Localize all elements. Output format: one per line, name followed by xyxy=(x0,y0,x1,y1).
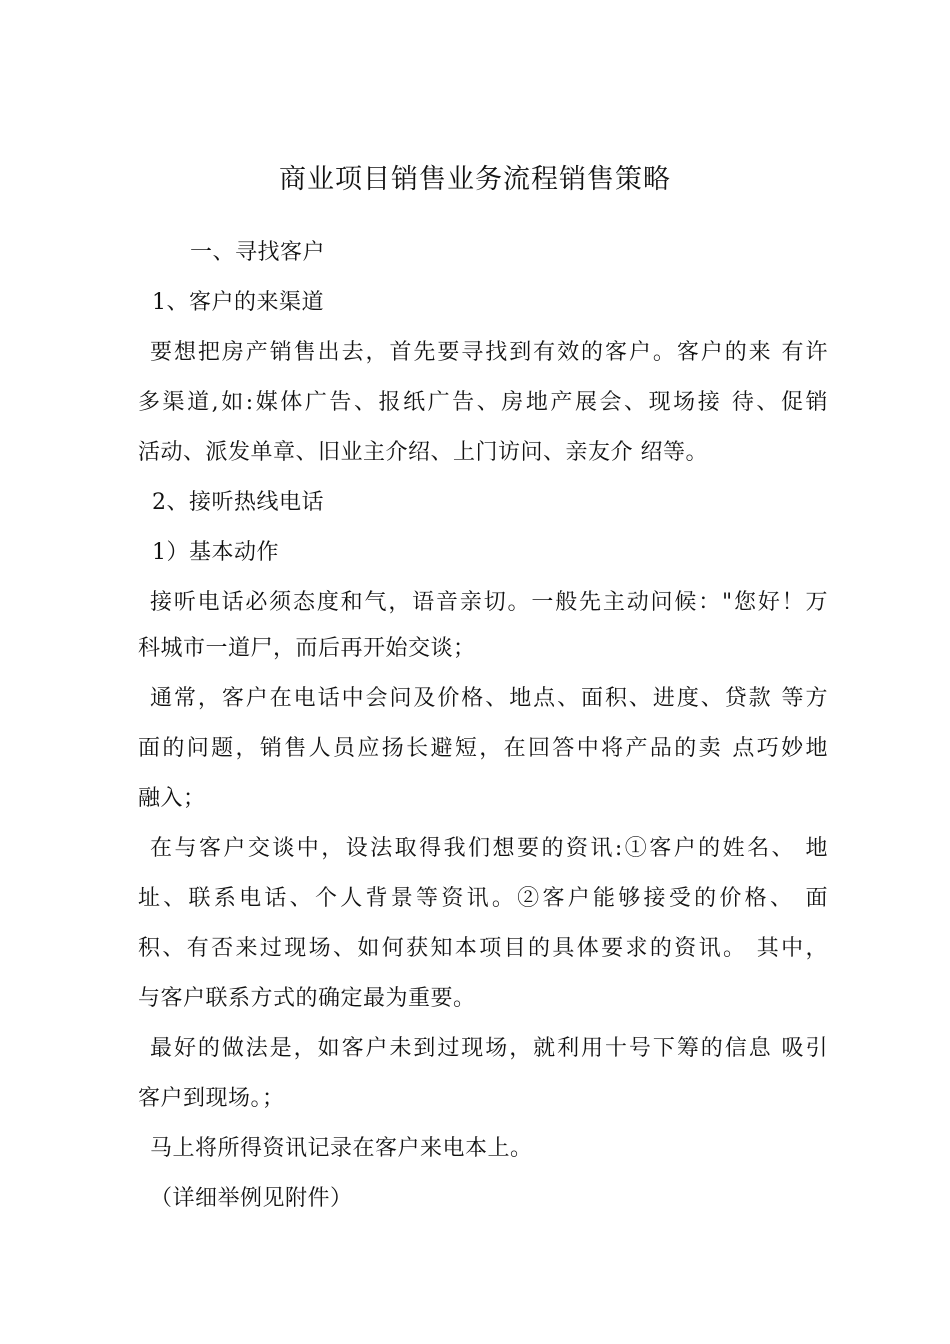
paragraph-line: 客户到现场。； xyxy=(138,1086,285,1111)
paragraph-line: 要想把房产销售出去，首先要寻找到有效的客户。客户的来 有许 xyxy=(150,340,828,365)
paragraph-line: 最好的做法是，如客户未到过现场，就利用十号下筹的信息 吸引 xyxy=(150,1036,828,1061)
paragraph-line: 活动、派发单章、旧业主介绍、上门访问、亲友介 绍等。 xyxy=(138,440,708,465)
subsection-heading: 2、接听热线电话 xyxy=(152,490,324,515)
paragraph-line: 多渠道,如:媒体广告、报纸广告、房地产展会、现场接 待、促销 xyxy=(138,390,828,415)
note-line: （详细举例见附件） xyxy=(150,1186,353,1211)
paragraph-line: 通常，客户在电话中会问及价格、地点、面积、进度、贷款 等方 xyxy=(150,686,828,711)
paragraph-line: 接听电话必须态度和气，语音亲切。一般先主动问候："您好！万 xyxy=(150,590,828,615)
paragraph-line: 马上将所得资讯记录在客户来电本上。 xyxy=(150,1136,533,1161)
paragraph-line: 在与客户交谈中，设法取得我们想要的资讯:①客户的姓名、 地 xyxy=(150,836,828,861)
subsection-heading: 1、客户的来渠道 xyxy=(152,290,324,315)
paragraph-line: 融入； xyxy=(138,786,206,811)
subsection-heading: 1）基本动作 xyxy=(152,540,279,565)
document-title: 商业项目销售业务流程销售策略 xyxy=(279,164,671,195)
paragraph-line: 与客户联系方式的确定最为重要。 xyxy=(138,986,476,1011)
paragraph-line: 积、有否来过现场、如何获知本项目的具体要求的资讯。 其中， xyxy=(138,936,828,961)
section-heading: 一、寻找客户 xyxy=(190,240,326,265)
paragraph-line: 科城市一道尸，而后再开始交谈； xyxy=(138,636,476,661)
paragraph-line: 址、联系电话、个人背景等资讯。②客户能够接受的价格、 面 xyxy=(138,886,828,911)
paragraph-line: 面的问题，销售人员应扬长避短，在回答中将产品的卖 点巧妙地 xyxy=(138,736,828,761)
